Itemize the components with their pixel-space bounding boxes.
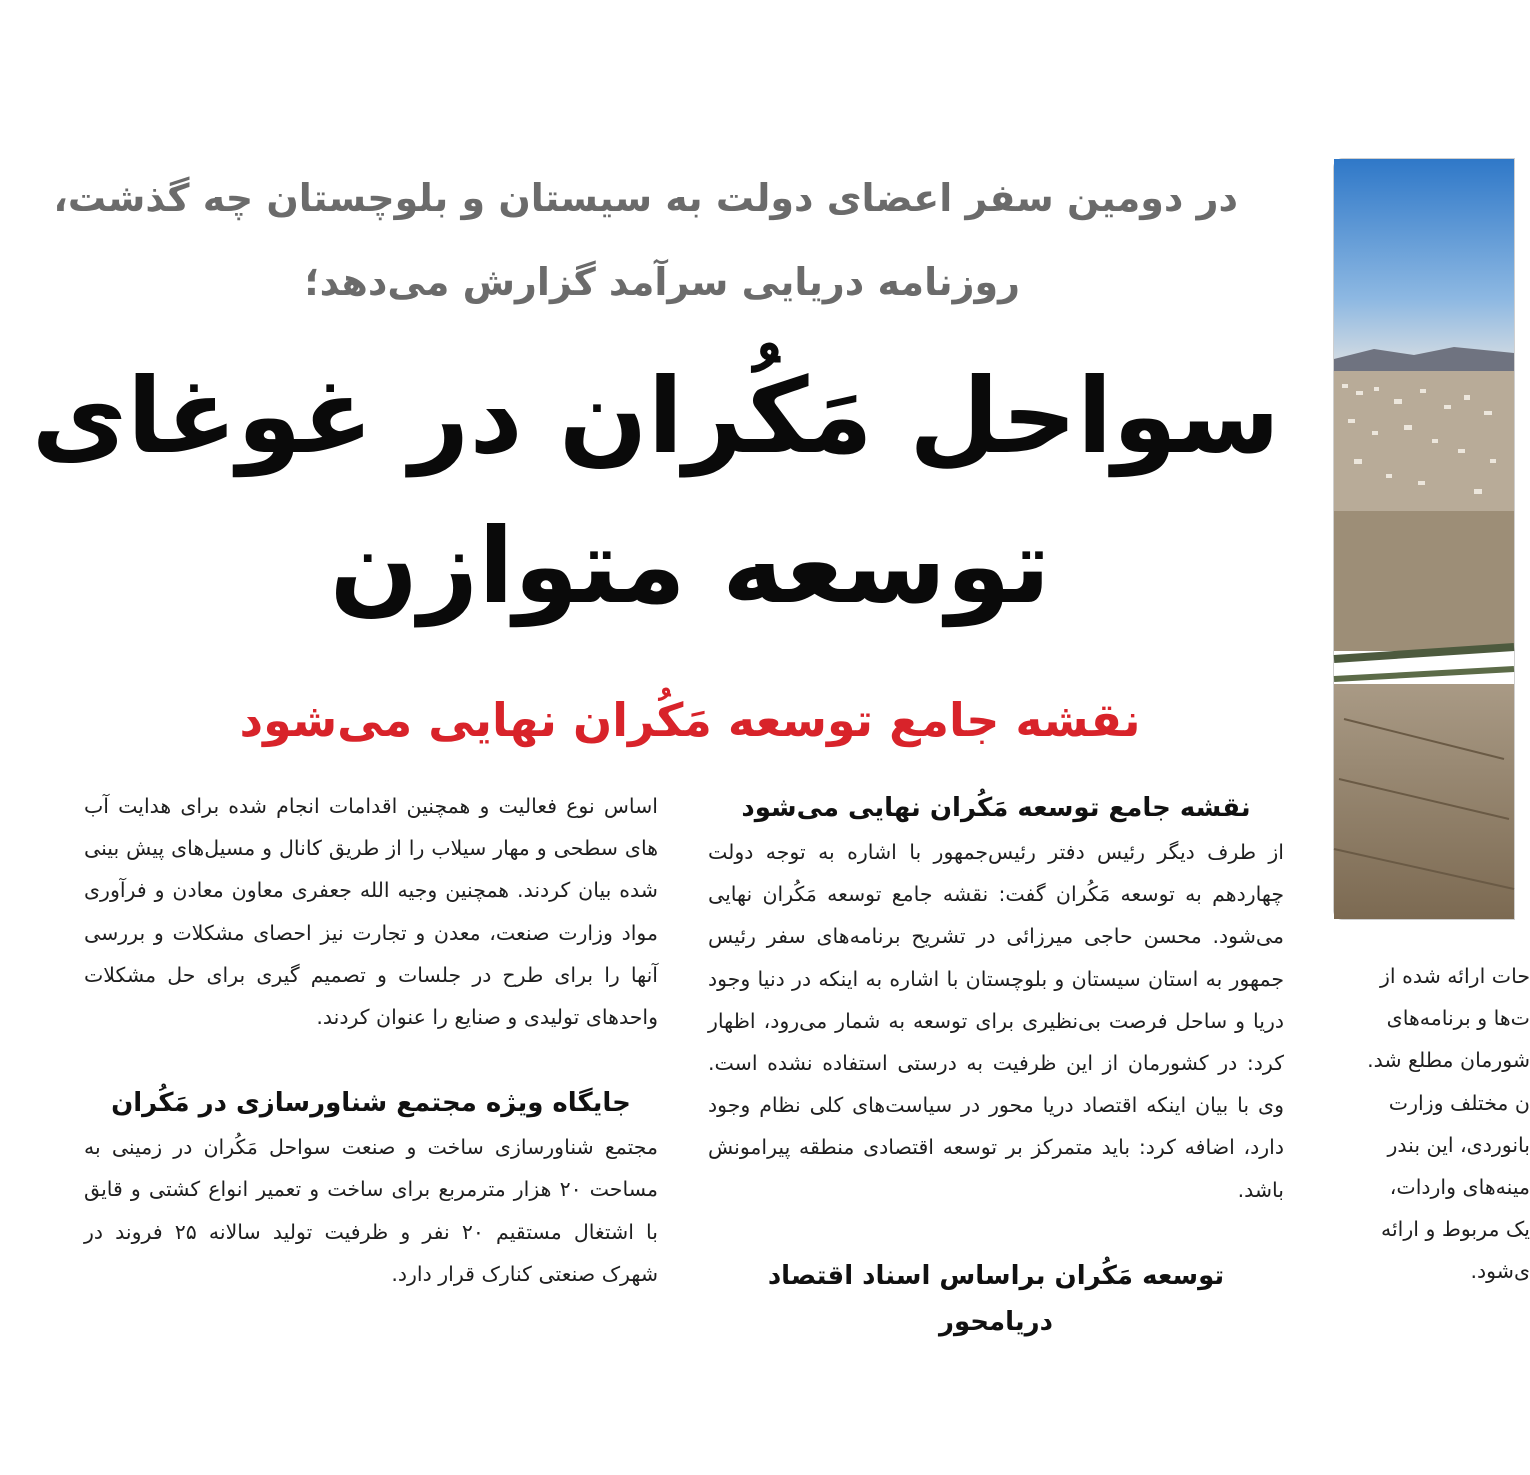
photo-illustration [1334, 159, 1514, 919]
far-line: شورمان مطلع شد. [1367, 1048, 1530, 1073]
section-heading-master-plan: نقشه جامع توسعه مَکُران نهایی می‌شود [741, 793, 1251, 823]
far-line: مینه‌های واردات، [1389, 1175, 1530, 1200]
article-column-far-right [1332, 955, 1530, 1475]
far-line: یک مربوط و ارائه [1380, 1217, 1530, 1242]
subheadline: نقشه جامع توسعه مَکُران نهایی می‌شود [239, 693, 1141, 747]
kicker-line-2: روزنامه دریایی سرآمد گزارش می‌دهد؛ [304, 260, 1020, 304]
headline-line-1: سواحل مَکُران در غوغای [31, 355, 1280, 477]
aerial-city-photo [1333, 158, 1515, 920]
far-line: ی‌شود. [1470, 1259, 1530, 1284]
kicker-line-1: در دومین سفر اعضای دولت به سیستان و بلوچستان چه گذشت، [53, 176, 1238, 220]
headline-line-2: توسعه متوازن [329, 505, 1051, 627]
article-column-right [708, 785, 1284, 1345]
section-heading-shipbuilding: جایگاه ویژه مجتمع شناورسازی در مَکُران [111, 1088, 631, 1119]
article-column-left [84, 785, 658, 1295]
paragraph-flood-control: اساس نوع فعالیت و همچنین اقدامات انجام شده برای هدایت آب های سطحی و مهار سیلاب را از طریق کانال و مسیل‌های پیش بینی شده بیان کردند. همچنین وجیه الله جعفری معاون معادن و فرآوری مواد وزارت صنعت، معدن و تجارت نیز احصای مشکلات و بررسی آنها را برای طرح در جلسات و تصمیم گیری برای حل مشکلات واحدهای تولیدی و صنایع را عنوان کردند. [84, 794, 658, 1030]
paragraph-shipbuilding: مجتمع شناورسازی ساخت و صنعت سواحل مَکُران در زمینی به مساحت ۲۰ هزار مترمربع برای ساخت و تعمیر انواع کشتی و قایق با اشتغال مستقیم ۲۰ نفر و ظرفیت تولید سالانه ۲۵ فروند در شهرک صنعتی کنارک قرار دارد. [84, 1135, 658, 1286]
far-line: ت‌ها و برنامه‌های [1386, 1006, 1530, 1031]
far-line: بانوردی، این بندر [1387, 1132, 1530, 1157]
far-line: حات ارائه شده از [1379, 964, 1530, 988]
section-heading-maritime-economy: توسعه مَکُران براساس اسناد اقتصاد دریامحور [767, 1260, 1225, 1337]
paragraph-master-plan: از طرف دیگر رئیس دفتر رئیس‌جمهور با اشاره به توجه دولت چهاردهم به توسعه مَکُران گفت: نقشه جامع توسعه مَکُران نهایی می‌شود. محسن حاجی میرزائی در تشریح برنامه‌های سفر رئیس جمهور به استان سیستان و بلوچستان با اشاره به اینکه در دنیا وجود دریا و ساحل فرصت بی‌نظیری برای توسعه به شمار می‌رود، اظهار کرد: در کشورمان از این ظرفیت به درستی استفاده نشده است. وی با بیان اینکه اقتصاد دریا محور در سیاست‌های کلی نظام وجود دارد، اضافه کرد: باید متمرکز بر توسعه اقتصادی منطقه پیرامونش باشد. [708, 840, 1284, 1202]
far-line: ن مختلف وزارت [1388, 1090, 1530, 1115]
